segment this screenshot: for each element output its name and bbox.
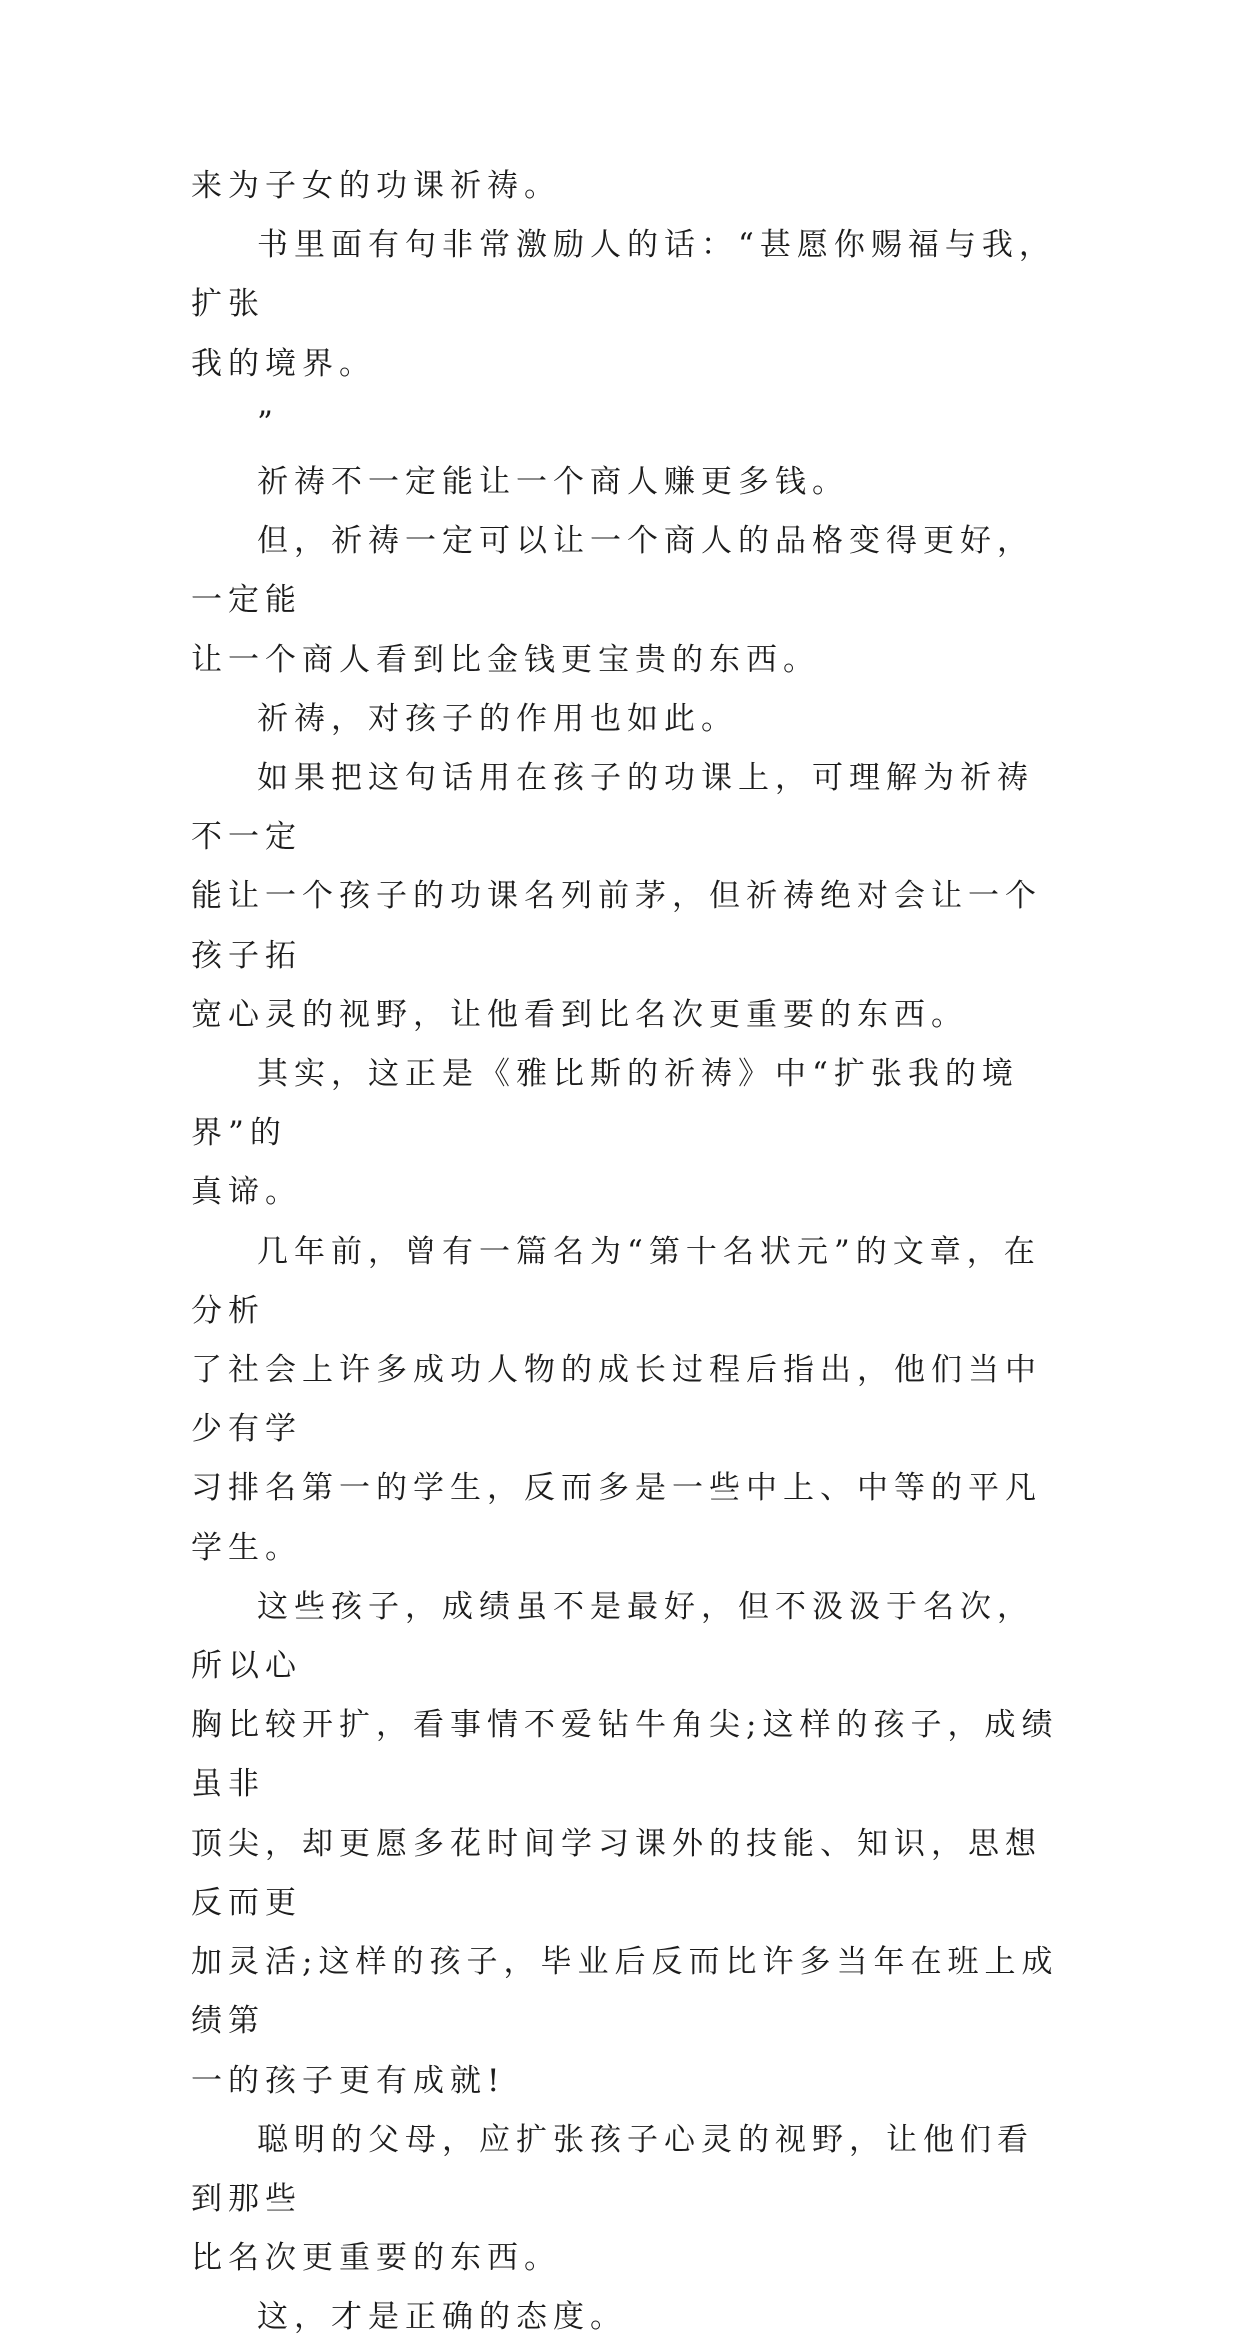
document-body xyxy=(191,157,1061,2348)
paragraph-2: 书里面有句非常激励人的话：“甚愿你赐福与我，扩张 我的境界。 xyxy=(191,227,1056,382)
paragraph-4: 祈祷不一定能让一个商人赚更多钱。 xyxy=(257,464,849,501)
paragraph-6: 祈祷，对孩子的作用也如此。 xyxy=(257,700,738,737)
paragraph-5: 但，祈祷一定可以让一个商人的品格变得更好，一定能 让一个商人看到比金钱更宝贵的东西。 xyxy=(191,523,1034,678)
paragraph-7: 如果把这句话用在孩子的功课上，可理解为祈祷不一定 能让一个孩子的功课名列前茅，但祈祷绝对会让一个孩子拓 宽心灵的视野，让他看到比名次更重要的东西。 xyxy=(191,760,1042,1033)
paragraph-9: 几年前，曾有一篇名为“第十名状元”的文章，在分析 了社会上许多成功人物的成长过程后指出，他们当中少有学 习排名第一的学生，反而多是一些中上、中等的平凡学生。 xyxy=(191,1233,1042,1566)
paragraph-8: 其实，这正是《雅比斯的祈祷》中“扩张我的境界”的 真谛。 xyxy=(191,1056,1019,1211)
paragraph-10: 这些孩子，成绩虽不是最好，但不汲汲于名次，所以心 胸比较开扩，看事情不爱钻牛角尖;这样的孩子，成绩虽非 顶尖，却更愿多花时间学习课外的技能、知识，思想反而更 加灵活;这样的孩子，毕业后反而比许多当年在班上成绩第 一的孩子更有成就! xyxy=(191,1588,1059,2099)
paragraph-3: ” xyxy=(257,404,279,441)
paragraph-11: 聪明的父母，应扩张孩子心灵的视野，让他们看到那些 比名次更重要的东西。 xyxy=(191,2121,1034,2277)
paragraph-1: 来为子女的功课祈祷。 xyxy=(191,168,561,204)
paragraph-12: 这，才是正确的态度。 xyxy=(257,2299,627,2336)
